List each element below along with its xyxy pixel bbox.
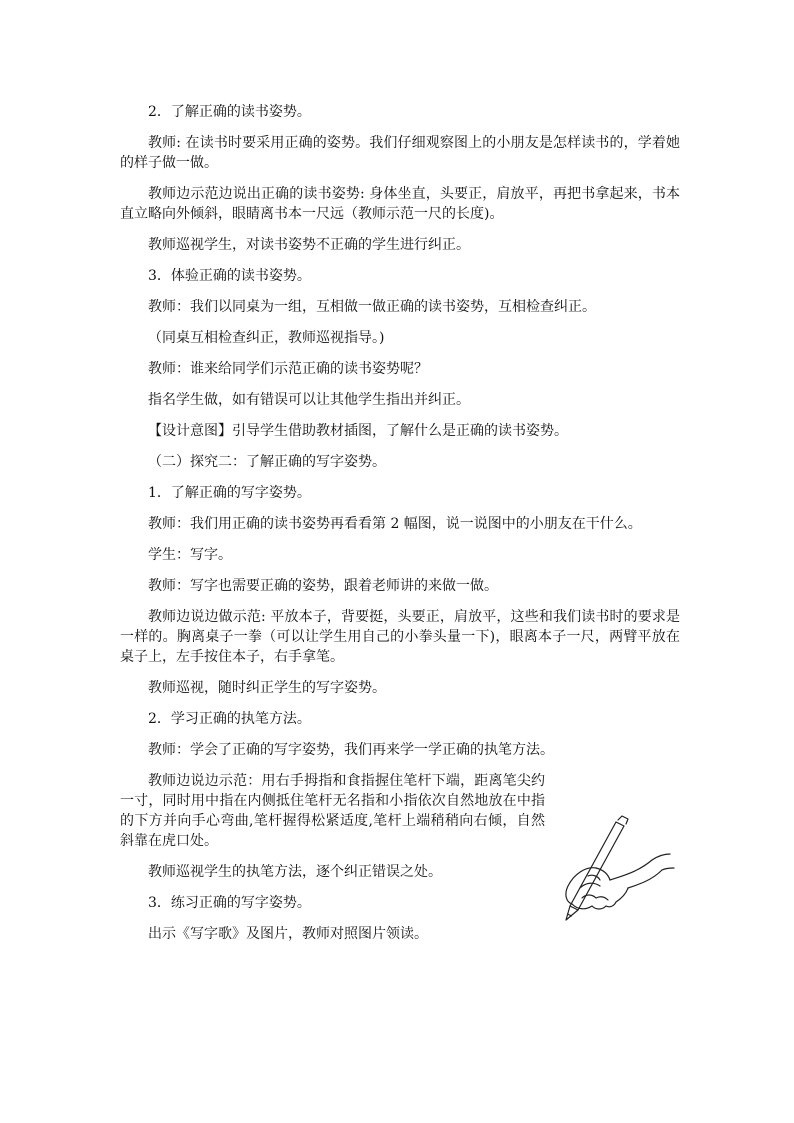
paragraph: 教师：写字也需要正确的姿势，跟着老师讲的来做一做。 bbox=[148, 578, 498, 594]
paragraph: 3．体验正确的读书姿势。 bbox=[148, 268, 311, 284]
hand-holding-pencil-icon bbox=[552, 810, 676, 930]
paragraph: 教师：我们用正确的读书姿势再看看第 2 幅图，说一说图中的小朋友在干什么。 bbox=[148, 516, 642, 532]
paragraph: 学生：写字。 bbox=[148, 547, 232, 563]
paragraph: 出示《写字歌》及图片，教师对照图片领读。 bbox=[148, 926, 428, 942]
design-intent-note: 【设计意图】引导学生借助教材插图，了解什么是正确的读书姿势。 bbox=[148, 423, 568, 439]
paragraph: 教师边说边示范：用右手拇指和食指握住笔杆下端，距离笔尖约一寸，同时用中指在内侧抵住笔杆无名指和小指依次自然地放在中指的下方并向手心弯曲,笔杆握得松紧适度,笔杆上端稍稍向右倾，自然斜靠在虎口处。 bbox=[120, 773, 545, 849]
paragraph: 教师边示范边说出正确的读书姿势: 身体坐直，头要正，肩放平，再把书拿起来，书本直立略向外倾斜，眼睛离书本一尺远（教师示范一尺的长度)。 bbox=[120, 186, 680, 222]
paragraph: 教师：我们以同桌为一组，互相做一做正确的读书姿势，互相检查纠正。 bbox=[148, 299, 596, 315]
paragraph: 教师巡视，随时纠正学生的写字姿势。 bbox=[148, 680, 386, 696]
paragraph: （同桌互相检查纠正，教师巡视指导。) bbox=[148, 330, 385, 346]
paragraph: 3．练习正确的写字姿势。 bbox=[148, 895, 311, 911]
paragraph: 教师：学会了正确的写字姿势，我们再来学一学正确的执笔方法。 bbox=[148, 742, 554, 758]
paragraph: 教师巡视学生，对读书姿势不正确的学生进行纠正。 bbox=[148, 237, 470, 253]
paragraph: 教师: 在读书时要采用正确的姿势。我们仔细观察图上的小朋友是怎样读书的，学着她的样子做一做。 bbox=[120, 135, 680, 171]
section-heading: （二）探究二：了解正确的写字姿势。 bbox=[148, 454, 386, 470]
paragraph: 2．学习正确的执笔方法。 bbox=[148, 711, 311, 727]
paragraph: 2．了解正确的读书姿势。 bbox=[148, 104, 311, 120]
paragraph: 指名学生做，如有错误可以让其他学生指出并纠正。 bbox=[148, 392, 470, 408]
paragraph: 教师边说边做示范: 平放本子，背要挺，头要正，肩放平，这些和我们读书时的要求是一样的。胸离桌子一拳（可以让学生用自己的小拳头量一下)，眼离本子一尺，两臂平放在桌子上，左手按住本子，右手拿笔。 bbox=[120, 609, 680, 665]
paragraph: 1．了解正确的写字姿势。 bbox=[148, 485, 311, 501]
paragraph: 教师巡视学生的执笔方法，逐个纠正错误之处。 bbox=[148, 864, 442, 880]
paragraph: 教师：谁来给同学们示范正确的读书姿势呢？ bbox=[148, 361, 428, 377]
document-body bbox=[120, 102, 680, 955]
